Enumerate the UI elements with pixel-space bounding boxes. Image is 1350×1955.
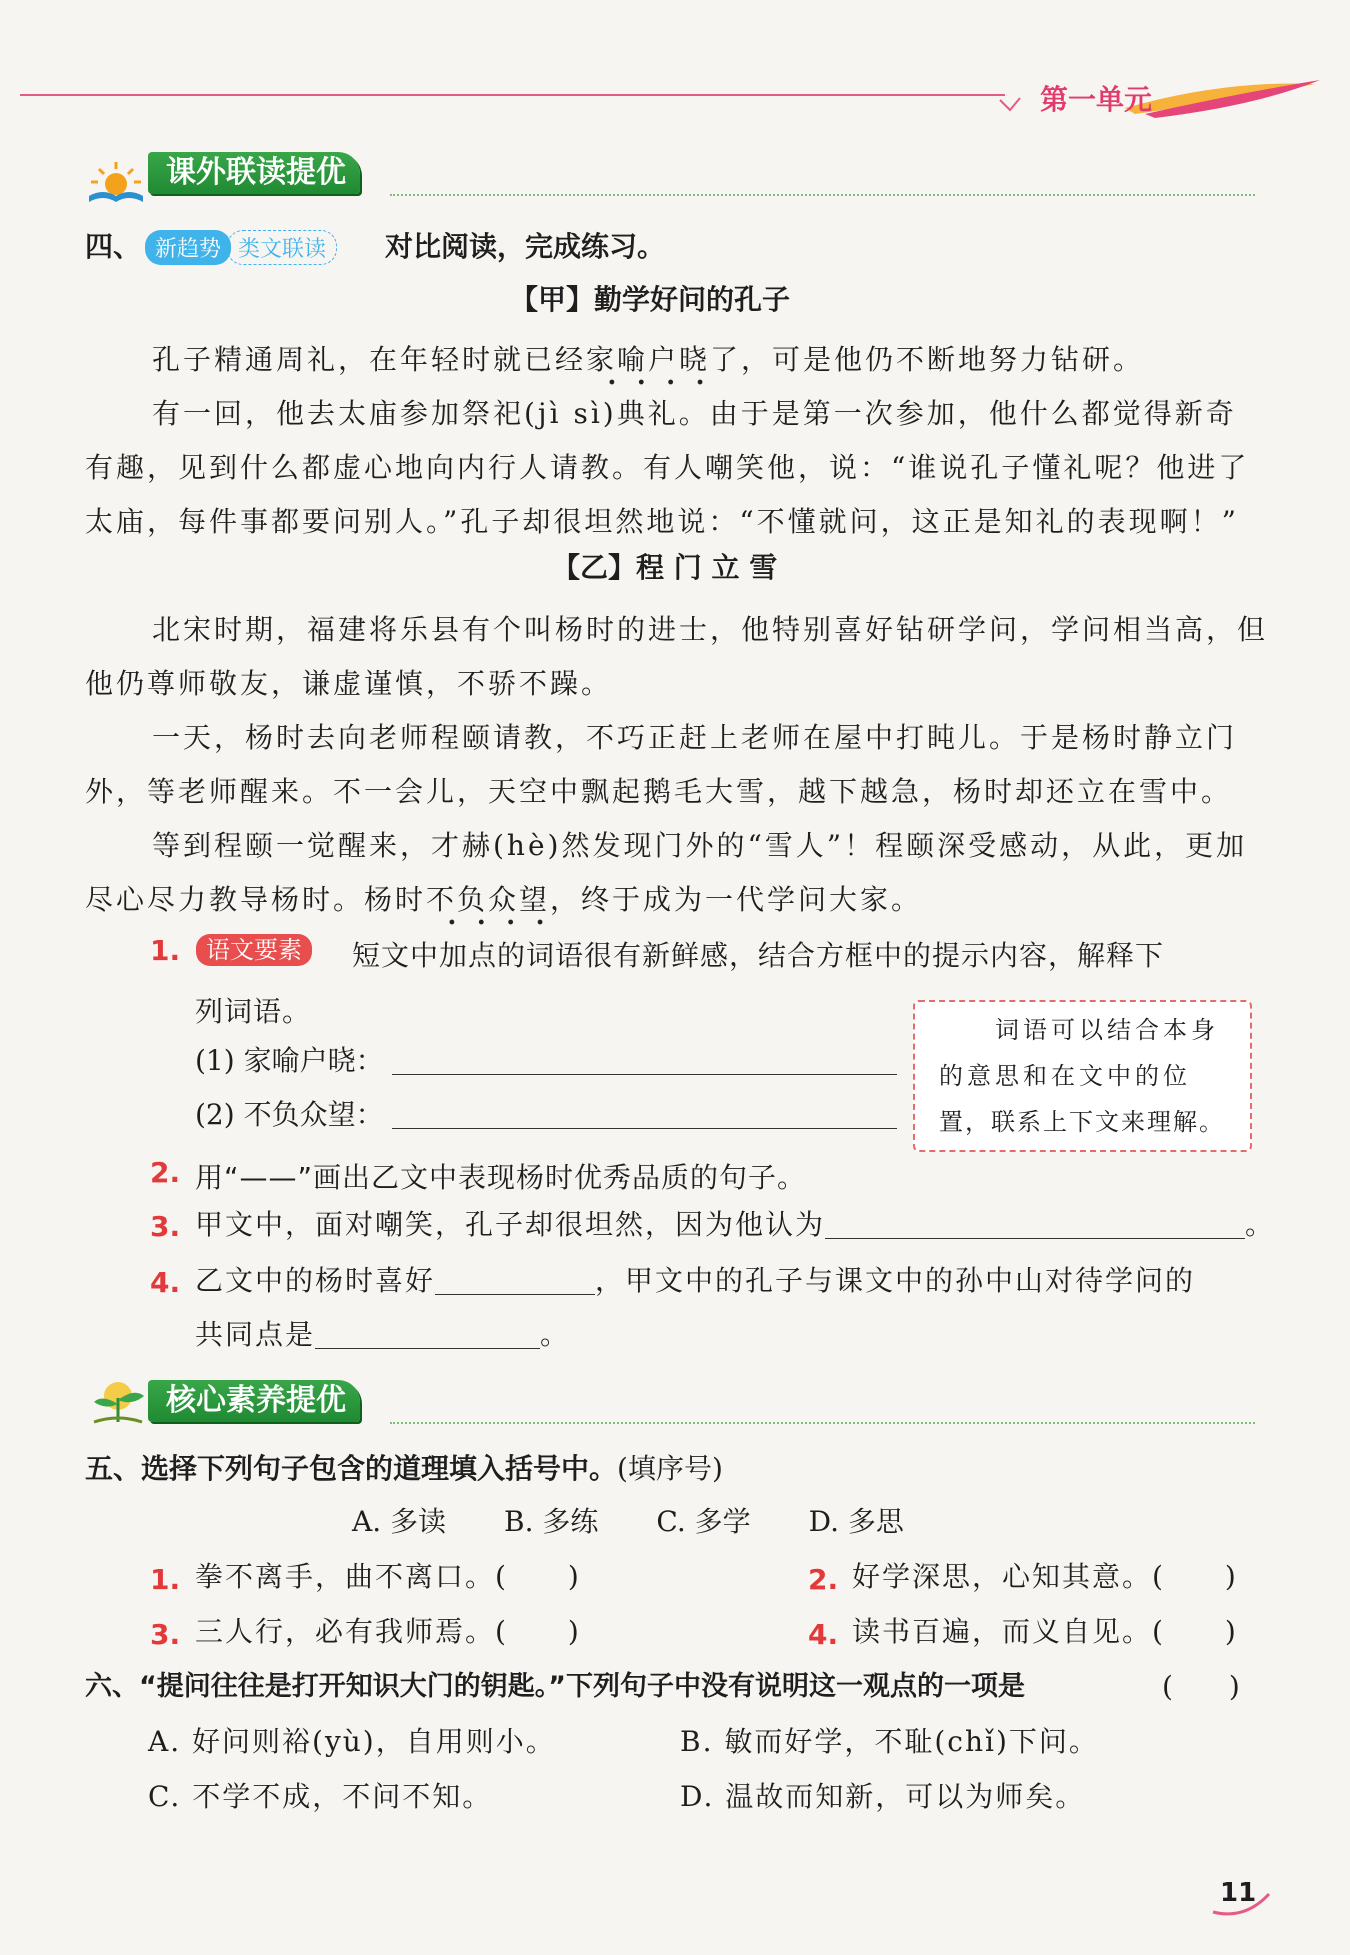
sun-book-icon (85, 160, 147, 206)
passage-a-title: 【甲】勤学好问的孔子 (510, 283, 791, 316)
passage-a-p2-line2: 有趣，见到什么都虚心地向内行人请教。有人嘲笑他，说：“谁说孔子懂礼呢？他进了 (85, 451, 1250, 484)
q5-title-row (85, 1452, 723, 1485)
q4-tags (145, 230, 337, 265)
hint-line1: 词语可以结合本身 (995, 1016, 1219, 1044)
q4-item4-line2 (195, 1320, 568, 1349)
q5-option-c: C. 多学 (656, 1505, 751, 1538)
q5-item3: 三人行，必有我师焉。( ) (195, 1615, 581, 1648)
q5-note: (填序号) (617, 1452, 723, 1485)
answer-blank-4[interactable] (435, 1266, 595, 1295)
q4-item1-b (195, 1100, 897, 1129)
q4-item1-number: 1. (150, 934, 181, 967)
passage-a-p1: 孔子精通周礼，在年轻时就已经家喻户晓了，可是他仍不断地努力钻研。 (152, 338, 1144, 378)
passage-a-p2-line1: 有一回，他去太庙参加祭祀(jì sì)典礼。由于是第一次参加，他什么都觉得新奇 (152, 397, 1237, 430)
q4-item3-text: 甲文中，面对嘲笑，孔子却很坦然，因为他认为 (195, 1208, 826, 1241)
q5-item2-number: 2. (808, 1563, 839, 1596)
section-title-extra-reading: 课外联读提优 (148, 152, 360, 194)
q4-item4-end: 。 (540, 1318, 569, 1351)
q5-item1-number: 1. (150, 1563, 181, 1596)
q5-option-b: B. 多练 (504, 1505, 599, 1538)
q5-title: 五、选择下列句子包含的道理填入括号中。 (85, 1452, 618, 1485)
passage-b-p2-line1: 一天，杨时去向老师程颐请教，不巧正赶上老师在屋中打盹儿。于是杨时静立门 (152, 721, 1238, 754)
trend-badge: 新趋势 (145, 230, 231, 265)
q5-item2: 好学深思，心知其意。( ) (852, 1560, 1238, 1593)
unit-title: 第一单元 (1040, 83, 1153, 116)
q4-item1-a (195, 1046, 897, 1075)
q6-answer-paren[interactable]: ( ) (1162, 1670, 1240, 1703)
q5-item3-number: 3. (150, 1618, 181, 1651)
q6-option-a: A. 好问则裕(yù)，自用则小。 (148, 1725, 556, 1758)
q5-option-a: A. 多读 (352, 1505, 447, 1538)
q4-item1-tag (196, 930, 312, 965)
answer-blank-5[interactable] (315, 1320, 540, 1349)
q4-item2-number: 2. (150, 1156, 181, 1189)
section-title-core-literacy: 核心素养提优 (148, 1380, 360, 1422)
section2-divider (390, 1422, 1255, 1424)
q4-item4-text-a: 乙文中的杨时喜好 (195, 1264, 436, 1297)
q4-item3-number: 3. (150, 1210, 181, 1243)
sprout-icon (88, 1378, 148, 1426)
hint-box (913, 1000, 1252, 1152)
language-element-badge: 语文要素 (196, 934, 312, 966)
q5-option-d: D. 多思 (808, 1505, 904, 1538)
answer-blank-2[interactable] (392, 1100, 897, 1129)
q4-label: 四、 (85, 230, 142, 263)
reading-badge: 类文联读 (227, 230, 337, 265)
q4-item1-line1: 短文中加点的词语很有新鲜感，结合方框中的提示内容，解释下 (352, 939, 1165, 972)
q5-item4: 读书百遍，而义自见。( ) (852, 1615, 1238, 1648)
page-number: 11 (1220, 1878, 1257, 1908)
q5-options (352, 1505, 904, 1538)
q4-item2-text: 用“——”画出乙文中表现杨时优秀品质的句子。 (195, 1161, 807, 1194)
q4-item4-line1 (195, 1266, 1195, 1295)
answer-blank-1[interactable] (392, 1046, 897, 1075)
q6-title: 六、“提问往往是打开知识大门的钥匙。”下列句子中没有说明这一观点的一项是 (85, 1671, 1025, 1702)
passage-a-p2-line3: 太庙，每件事都要问别人。”孔子却很坦然地说：“不懂就问，这正是知礼的表现啊！” (85, 505, 1239, 538)
passage-b-p3-line2: 尽心尽力教导杨时。杨时不负众望，终于成为一代学问大家。 (85, 878, 922, 918)
word-bufuzhongwang-label: (2) 不负众望： (195, 1098, 384, 1131)
passage-b-p3-line1: 等到程颐一觉醒来，才赫(hè)然发现门外的“雪人”！程颐深受感动，从此，更加 (152, 829, 1248, 862)
q5-item4-number: 4. (808, 1618, 839, 1651)
passage-b-p2-line2: 外，等老师醒来。不一会儿，天空中飘起鹅毛大雪，越下越急，杨时却还立在雪中。 (85, 775, 1233, 808)
passage-b-title: 【乙】程 门 立 雪 (552, 551, 778, 584)
hint-line2: 的意思和在文中的位 (939, 1062, 1191, 1090)
q4-item4-text-b: ，甲文中的孔子与课文中的孙中山对待学问的 (595, 1264, 1196, 1297)
answer-blank-3[interactable] (825, 1210, 1245, 1239)
passage-b-p1-line2: 他仍尊师敬友，谦虚谨慎，不骄不躁。 (85, 667, 613, 700)
q4-item3-end: 。 (1245, 1208, 1274, 1241)
q4-item3 (195, 1210, 1273, 1239)
q6-option-b: B. 敏而好学，不耻(chǐ)下问。 (680, 1725, 1099, 1758)
word-jiayuhuxiao-label: (1) 家喻户晓： (195, 1044, 384, 1077)
q4-instruction: 对比阅读，完成练习。 (385, 230, 666, 263)
passage-b-p1-line1: 北宋时期，福建将乐县有个叫杨时的进士，他特别喜好钻研学问，学问相当高，但 (152, 613, 1269, 646)
q4-item4-number: 4. (150, 1266, 181, 1299)
hint-line3: 置，联系上下文来理解。 (939, 1108, 1225, 1136)
q4-item4-text-c: 共同点是 (195, 1318, 316, 1351)
q4-item1-line2: 列词语。 (195, 995, 312, 1028)
section-divider (390, 194, 1255, 196)
page-swoosh-icon (1205, 1890, 1275, 1920)
q6-option-c: C. 不学不成，不问不知。 (148, 1780, 493, 1813)
header-rule (20, 94, 1005, 96)
q5-item1: 拳不离手，曲不离口。( ) (195, 1560, 581, 1593)
q6-option-d: D. 温故而知新，可以为师矣。 (680, 1780, 1086, 1813)
